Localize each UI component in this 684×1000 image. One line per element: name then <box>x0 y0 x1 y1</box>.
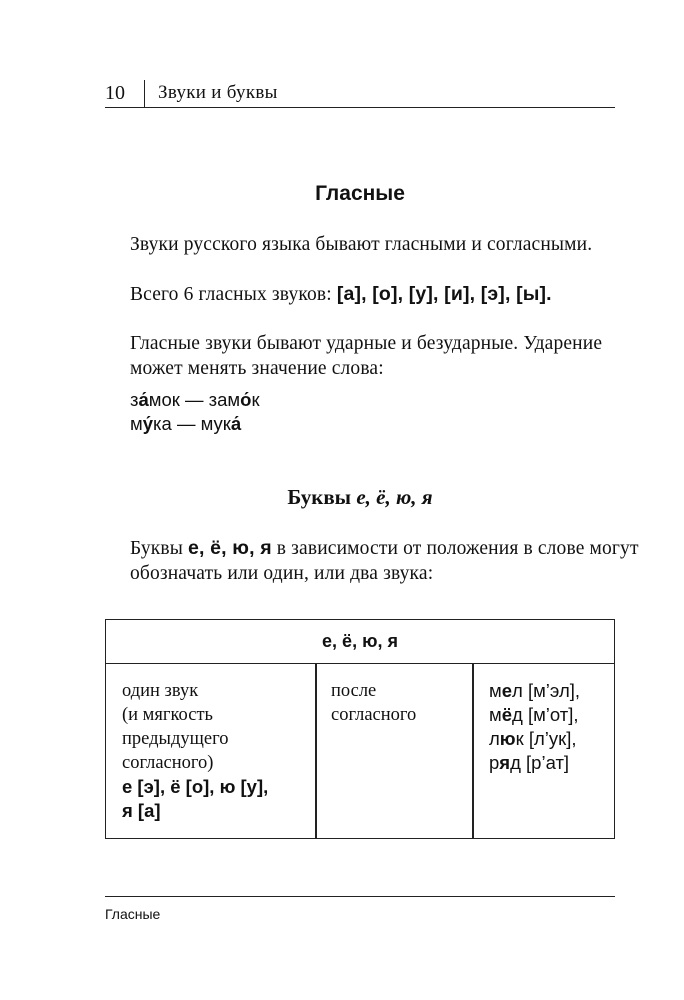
cell-line: согласного) <box>122 753 214 773</box>
stress-examples <box>130 388 260 436</box>
p4-letters: е, ё, ю, я <box>188 537 272 559</box>
cell-line: предыдущего <box>122 729 229 749</box>
word-part: к [л’ук], <box>515 728 577 749</box>
cell-line: после <box>331 681 377 701</box>
footer-label: Гласные <box>105 906 161 922</box>
example-text: к <box>251 389 260 410</box>
header-separator <box>144 80 145 107</box>
word-part: д [м’от], <box>512 704 579 725</box>
word-part: м <box>489 680 502 701</box>
paragraph-stress: Гласные звуки бывают ударные и безударные. Ударение может менять значение слова: <box>130 333 603 379</box>
example-line-1 <box>130 388 260 412</box>
table-cell-examples <box>489 679 614 775</box>
stressed-vowel: о́ <box>240 389 252 410</box>
paragraph-vowel-count <box>105 282 640 307</box>
cell-line: (и мягкость <box>122 705 213 725</box>
example-text: м <box>130 413 143 434</box>
p4-prefix: Буквы <box>130 538 189 559</box>
header-rule <box>105 107 615 108</box>
word-part: л <box>489 728 500 749</box>
example-text: з <box>130 389 139 410</box>
letters-heading <box>105 485 615 510</box>
table-cell-after-consonant <box>331 679 471 727</box>
page-number: 10 <box>105 82 125 104</box>
word-letter: ё <box>501 704 513 725</box>
word-letter: ю <box>499 728 516 749</box>
table-divider <box>315 663 317 838</box>
example-word <box>489 751 614 775</box>
example-line-2 <box>130 412 260 436</box>
vowel-count-text: Всего 6 гласных звуков: <box>130 284 337 305</box>
letters-heading-letters: е, ё, ю, я <box>356 485 433 509</box>
example-word <box>489 703 614 727</box>
vowel-sounds-list: [а], [о], [у], [и], [э], [ы]. <box>336 283 552 305</box>
cell-rule: я [а] <box>122 800 161 821</box>
stressed-vowel: а́ <box>138 389 149 410</box>
word-part: м <box>489 704 502 725</box>
vowels-heading: Гласные <box>315 182 405 205</box>
letters-table <box>105 619 615 839</box>
table-divider <box>472 663 474 838</box>
example-text: ка — мук <box>153 413 231 434</box>
cell-line: согласного <box>331 705 417 725</box>
example-text: мок — зам <box>148 389 241 410</box>
word-part: р <box>489 752 500 773</box>
word-letter: е <box>501 680 513 701</box>
table-header: е, ё, ю, я <box>106 620 614 664</box>
stressed-vowel: а́ <box>230 413 242 434</box>
word-part: д [р’ат] <box>510 752 570 773</box>
letters-heading-prefix: Буквы <box>287 485 357 509</box>
running-header: Звуки и буквы <box>158 82 278 103</box>
example-word <box>489 727 614 751</box>
word-part: л [м’эл], <box>512 680 581 701</box>
word-letter: я <box>499 752 511 773</box>
example-word <box>489 679 614 703</box>
p4-suffix: в зависимости от положения в слове могут обозначать или один, или два звука: <box>130 538 639 584</box>
paragraph-sounds: Звуки русского языка бывают гласными и согласными. <box>130 234 593 255</box>
cell-rule: е [э], ё [о], ю [у], <box>122 776 269 797</box>
stressed-vowel: у́ <box>142 413 154 434</box>
paragraph-letters <box>105 536 640 586</box>
table-cell-one-sound <box>122 679 312 823</box>
footer-rule <box>105 896 615 897</box>
cell-line: один звук <box>122 681 199 701</box>
